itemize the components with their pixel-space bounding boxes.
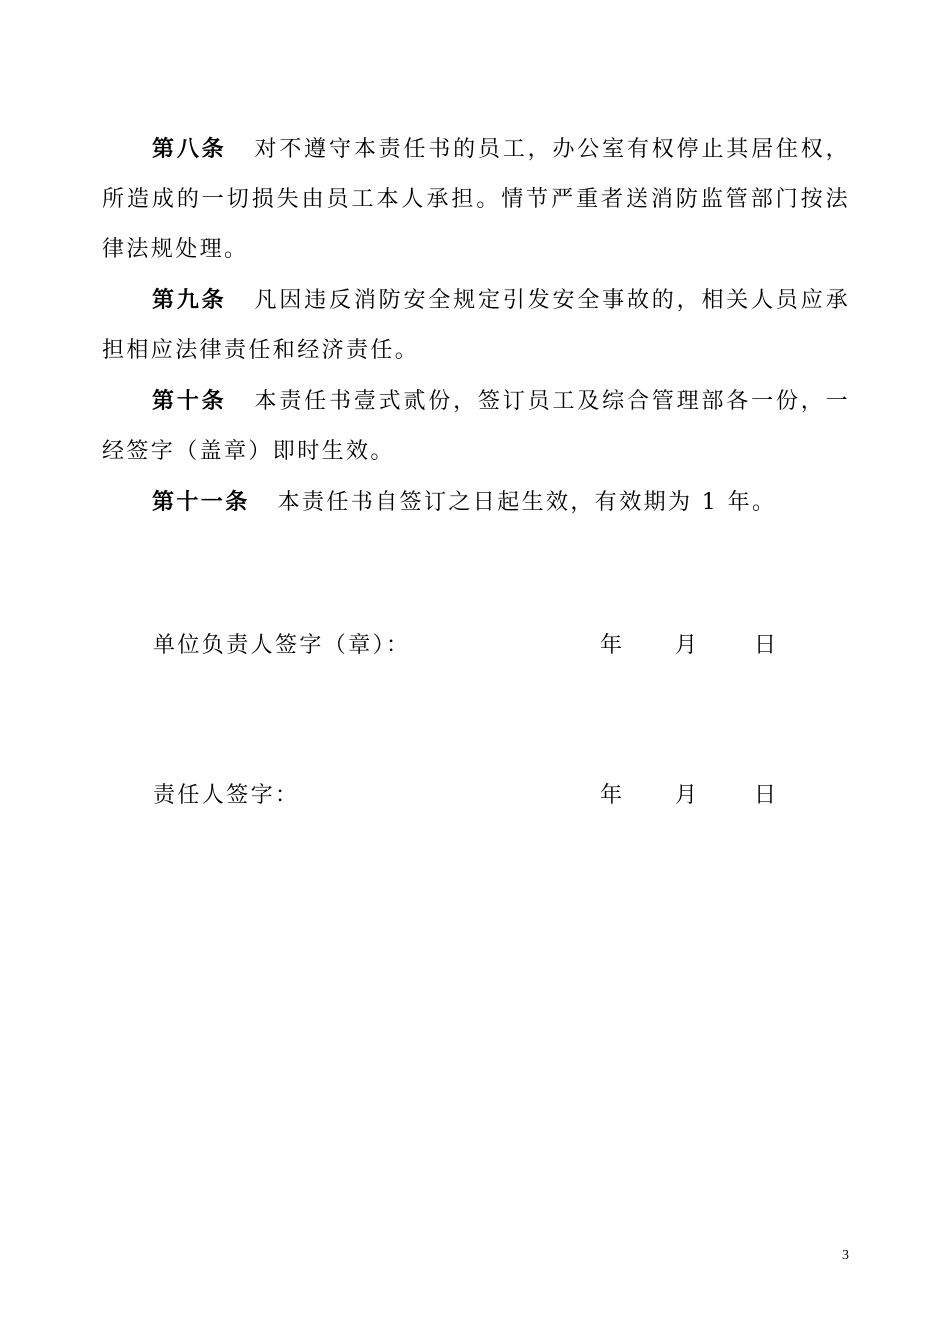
date-month-label: 月 <box>675 633 700 658</box>
date-year-label: 年 <box>600 783 625 808</box>
article-text: 对不遵守本责任书的员工，办公室有权停止其居住权，所造成的一切损失由员工本人承担。情节严重者送消防监管部门按法律法规处理。 <box>102 137 850 262</box>
article-9 <box>102 275 850 376</box>
date-month-label: 月 <box>675 783 700 808</box>
article-label: 第九条 <box>152 287 227 313</box>
article-11 <box>102 477 850 528</box>
article-text: 凡因违反消防安全规定引发安全事故的，相关人员应承担相应法律责任和经济责任。 <box>102 288 850 363</box>
article-text: 本责任书壹式贰份，签订员工及综合管理部各一份，一经签字（盖章）即时生效。 <box>102 389 850 464</box>
article-label: 第十一条 <box>152 489 250 515</box>
signature-label: 单位负责人签字（章）： <box>153 633 411 658</box>
article-10 <box>102 376 850 477</box>
signature-label: 责任人签字： <box>153 783 300 808</box>
document-body <box>102 124 850 528</box>
article-label: 第八条 <box>152 136 227 162</box>
date-year-label: 年 <box>600 633 625 658</box>
responsible-person-signature-row <box>153 776 793 816</box>
article-label: 第十条 <box>152 388 227 414</box>
unit-leader-signature-row <box>153 626 793 666</box>
page-number: 3 <box>842 1248 849 1263</box>
date-day-label: 日 <box>754 783 779 808</box>
article-text: 本责任书自签订之日起生效，有效期为 1 年。 <box>277 490 777 515</box>
article-8 <box>102 124 850 275</box>
date-day-label: 日 <box>754 633 779 658</box>
